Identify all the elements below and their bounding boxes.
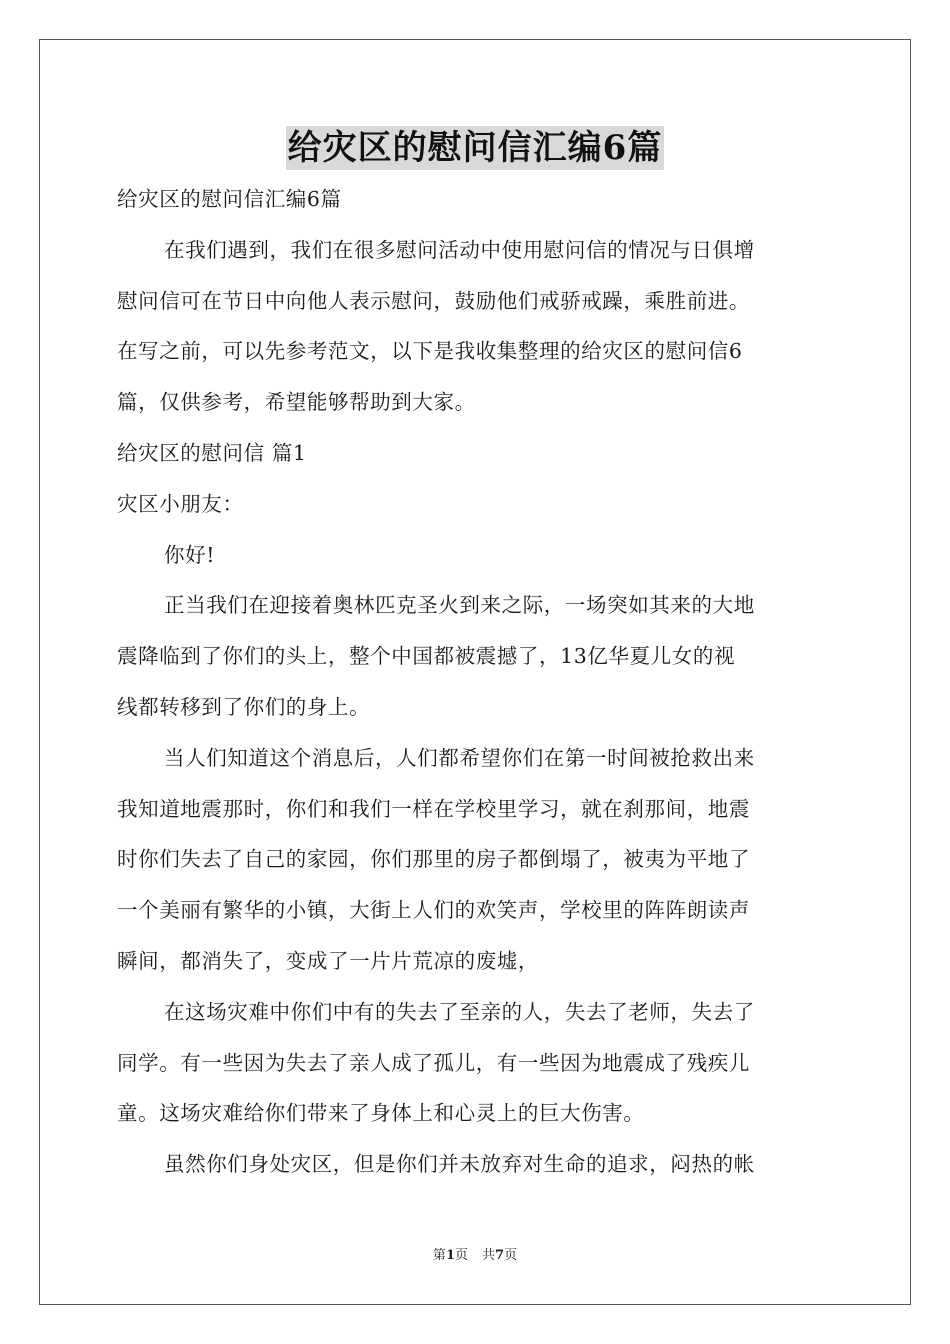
paragraph-line: 我知道地震那时，你们和我们一样在学校里学习，就在刹那间，地震 (117, 796, 750, 821)
subtitle-line: 给灾区的慰问信汇编6篇 (117, 187, 342, 211)
page-suffix: 页 (454, 1248, 468, 1263)
paragraph-line: 虽然你们身处灾区，但是你们并未放弃对生命的追求，闷热的帐 (164, 1152, 755, 1177)
paragraph-line: 同学。有一些因为失去了亲人成了孤儿，有一些因为地震成了残疾儿 (117, 1050, 750, 1075)
total-prefix: 共 (482, 1248, 496, 1263)
paragraph-line: 瞬间，都消失了，变成了一片片荒凉的废墟， (117, 948, 539, 973)
paragraph-line: 在我们遇到，我们在很多慰问活动中使用慰问信的情况与日俱增 (164, 237, 755, 262)
greeting: 你好! (164, 542, 216, 567)
paragraph-line: 童。这场灾难给你们带来了身体上和心灵上的巨大伤害。 (117, 1101, 645, 1126)
paragraph-line: 在写之前，可以先参考范文，以下是我收集整理的给灾区的慰问信6 (117, 339, 743, 364)
document-body (117, 182, 833, 1198)
current-page-number: 1 (445, 1248, 455, 1263)
paragraph-line: 一个美丽有繁华的小镇，大街上人们的欢笑声，学校里的阵阵朗读声 (117, 898, 750, 923)
section-heading: 给灾区的慰问信 篇1 (117, 440, 307, 465)
total-suffix: 页 (504, 1248, 518, 1263)
paragraph-line: 震降临到了你们的头上，整个中国都被震撼了，13亿华夏儿女的视 (117, 644, 736, 669)
salutation: 灾区小朋友： (117, 491, 244, 516)
page-footer (0, 1247, 950, 1265)
total-page-count: 7 (495, 1248, 505, 1263)
paragraph-line: 慰问信可在节日中向他人表示慰问，鼓励他们戒骄戒躁，乘胜前进。 (117, 288, 750, 313)
paragraph-line: 篇，仅供参考，希望能够帮助到大家。 (117, 390, 476, 415)
paragraph-line: 正当我们在迎接着奥林匹克圣火到来之际，一场突如其来的大地 (164, 593, 755, 618)
paragraph-line: 在这场灾难中你们中有的失去了至亲的人，失去了老师，失去了 (164, 999, 755, 1024)
page-prefix: 第 (432, 1248, 446, 1263)
document-title: 给灾区的慰问信汇编6篇 (287, 128, 663, 168)
paragraph-line: 时你们失去了自己的家园，你们那里的房子都倒塌了，被夷为平地了 (117, 847, 750, 872)
paragraph-line: 当人们知道这个消息后，人们都希望你们在第一时间被抢救出来 (164, 745, 755, 770)
paragraph-line: 线都转移到了你们的身上。 (117, 694, 371, 719)
title-container (0, 126, 950, 170)
